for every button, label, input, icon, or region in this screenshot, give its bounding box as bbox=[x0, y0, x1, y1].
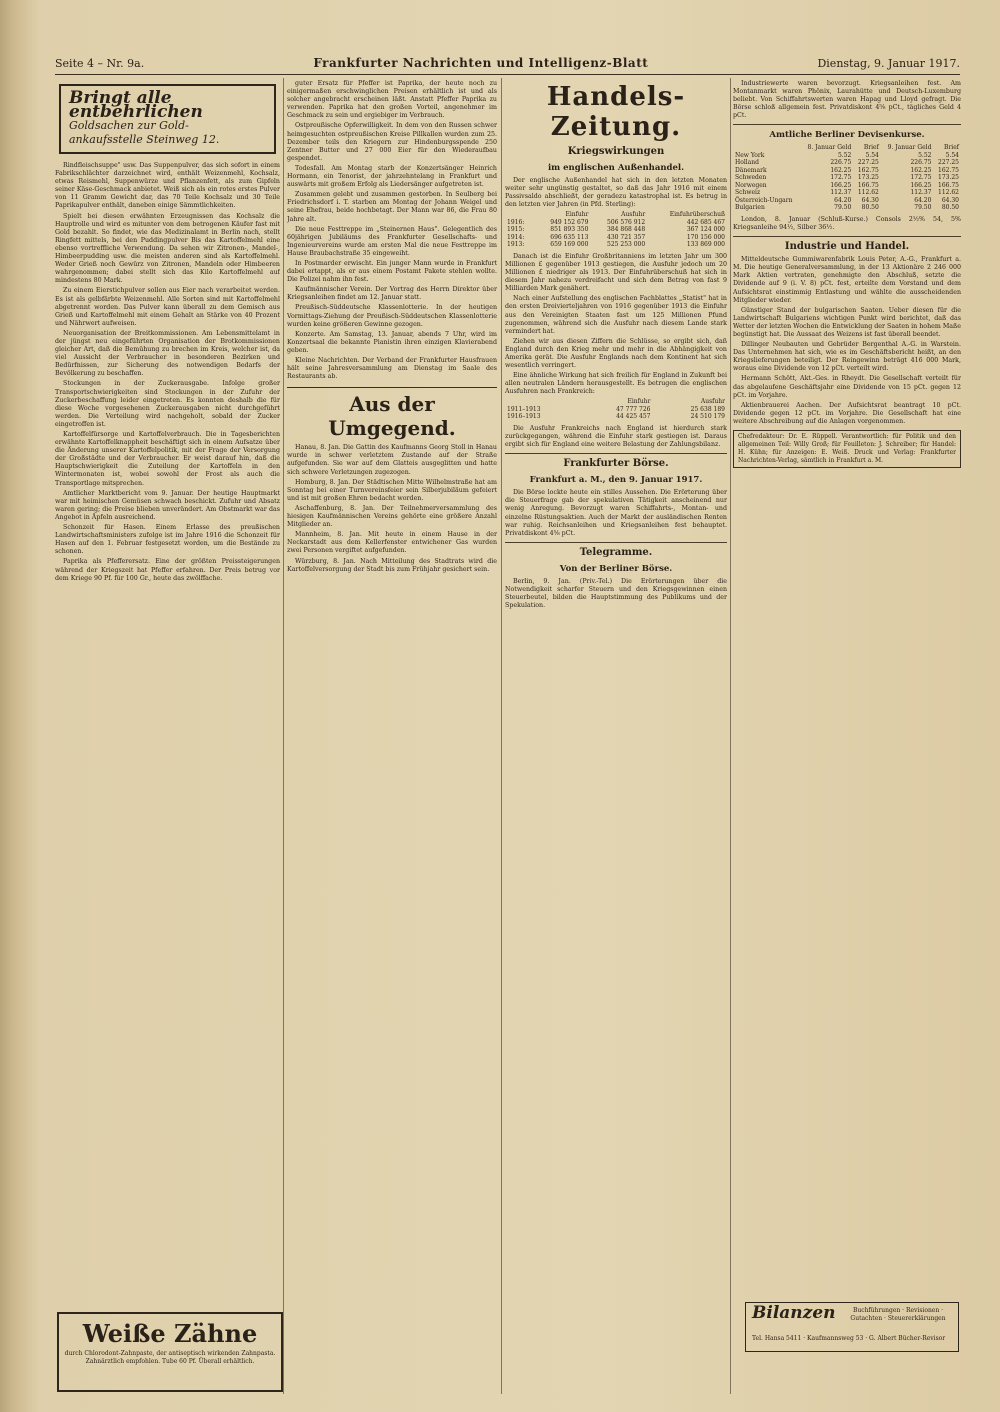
column-1 bbox=[55, 80, 280, 1394]
article-paragraph: London, 8. Januar (Schluß-Kurse.) Consols 2½% 54, 5% Kriegsanleihe 94½, Silber 36½. bbox=[733, 215, 961, 232]
table-header-cell bbox=[733, 144, 801, 152]
article-paragraph: Kaufmännischer Verein. Der Vortrag des Herrn Direktor über Kriegsanleihen findet am 12. Januar statt. bbox=[287, 286, 497, 302]
table-cell: 367 124 000 bbox=[686, 226, 725, 234]
table-header-cell: Ausfuhr bbox=[700, 398, 725, 406]
bilanzen-ad-services: Buchführungen · Revisionen · Gutachten · Steuererklärungen bbox=[850, 1307, 946, 1322]
telegramme-subheading: Von der Berliner Börse. bbox=[559, 563, 673, 574]
table-cell: 227.25 bbox=[938, 159, 959, 167]
table-cell: 79.50 bbox=[834, 204, 852, 212]
table-cell: Holland bbox=[735, 159, 759, 167]
table-cell: 5.52 bbox=[918, 151, 932, 159]
article-paragraph: Mannheim, 8. Jan. Mit heute in einem Hause in der Neckarstadt aus dem Kellerfenster entwichener Gas wurden zwei Personen vergiftet aufgefunden. bbox=[287, 531, 497, 555]
table-row bbox=[733, 167, 961, 175]
france-trade-table bbox=[505, 398, 727, 421]
table-cell: 226.75 bbox=[830, 159, 852, 167]
impressum: Chefredakteur: Dr. E. Rüppell. Verantwortlich: für Politik und den allgemeinen Teil: Willy Groß; für Feuilleton: J. Schreiber; für Handel: H. Kühn; für Anzeigen: E. Weiß. Druck und Verlag: Frankfurter Nachrichten-Verlag, sämtlich in Frankfurt a. M. bbox=[733, 430, 961, 468]
table-cell: 1916–1913 bbox=[507, 413, 541, 421]
table-header-row bbox=[505, 398, 727, 406]
header-masthead: Frankfurter Nachrichten und Intelligenz-Blatt bbox=[313, 56, 649, 70]
article-paragraph: Aschaffenburg, 8. Jan. Der Teilnehmerversammlung des hiesigen Kaufmännischen Vereins gehörte eine größere Anzahl Mitglieder an. bbox=[287, 504, 497, 529]
column-rule bbox=[283, 78, 284, 1394]
column-rule bbox=[730, 78, 731, 1394]
table-cell: 1914: bbox=[507, 233, 525, 241]
column-3 bbox=[505, 80, 727, 1394]
table-row bbox=[733, 182, 961, 190]
table-cell: 44 425 457 bbox=[616, 413, 651, 421]
teeth-ad-title: Weiße Zähne bbox=[82, 1319, 258, 1348]
article-paragraph: Der englische Außenhandel hat sich in den letzten Monaten weiter sehr ungünstig gestaltet, so daß das Jahr 1916 mit einem Passivsaldo abschließt, der geradezu katastrophal ist. Es betrug in den letzten vier Jahren (in Pfd. Sterling): bbox=[505, 177, 727, 209]
table-cell: 112.62 bbox=[857, 189, 879, 197]
table-row bbox=[733, 197, 961, 205]
table-cell: 162.25 bbox=[830, 166, 852, 174]
article-paragraph: Homburg, 8. Jan. Der Städtischen Mitte Wilhelmstraße hat am Sonntag bei einer Turnvereinsfeier sein Silberjubiläum gefeiert und ist mit großen Ehren bedacht worden. bbox=[287, 478, 497, 502]
column-rule bbox=[501, 78, 502, 1394]
table-cell: 5.52 bbox=[837, 151, 852, 159]
divider bbox=[733, 236, 961, 237]
table-cell: Norwegen bbox=[735, 181, 767, 189]
article-paragraph: Industriewerte waren bevorzugt. Kriegsanleihen fest. Am Montanmarkt waren Phönix, Laurahütte und Deutsch-Luxemburg beliebt. Von Schiffahrtswerten waren Hapag und Lloyd gefragt. Die Börse schloß allgemein fest. Privatdiskont 4⅝ pCt., tägliches Geld 4 pCt. bbox=[733, 80, 961, 120]
table-cell: 166.25 bbox=[910, 181, 932, 189]
table-cell: 79.50 bbox=[914, 204, 932, 212]
article-paragraph: Eine ähnliche Wirkung hat sich freilich für England in Zukunft bei allen neutralen Ländern herausgestellt. Es betrugen die englischen Ausfuhren nach Frankreich: bbox=[505, 372, 727, 396]
divider bbox=[733, 124, 961, 125]
trade-table bbox=[505, 211, 727, 249]
table-header-cell: Brief bbox=[863, 144, 879, 152]
table-header-cell: Einfuhr bbox=[565, 211, 589, 219]
industrie-heading: Industrie und Handel. bbox=[784, 241, 910, 253]
table-cell: 162.75 bbox=[857, 166, 879, 174]
article-paragraph: Günstiger Stand der bulgarischen Saaten. Ueber diesen für die Landwirtschaft Bulgariens wichtigen Punkt wird berichtet, daß das Wetter der letzten Wochen die Entwicklung der Saaten in hohem Maße begünstigt hat. Die Aussaat des Weizens ist fast überall beendet. bbox=[733, 306, 961, 338]
article-paragraph: guter Ersatz für Pfeffer ist Paprika, der heute noch zu einigermaßen erschwinglichen Preisen erhältlich ist und als solcher angebracht erscheinen läßt. Anstatt Pfeffer Paprika zu verwenden. Paprika hat den großen Vorteil, angenehmer im Geschmack zu sein und ergiebiger im Verbrauch. bbox=[287, 80, 497, 120]
article-paragraph: Amtlicher Marktbericht vom 9. Januar. Der heutige Hauptmarkt war mit heimischen Gemüsen schwach beschickt. Zufuhr und Absatz waren gering; die Preise blieben unverändert. Am Obstmarkt war das Angebot in Äpfeln ausreichend. bbox=[55, 489, 280, 521]
table-cell: 506 576 912 bbox=[607, 218, 646, 226]
article-paragraph: Preußisch-Süddeutsche Klassenlotterie. In der heutigen Vormittags-Ziehung der Preußisch-Süddeutschen Klassenlotterie wurden keine größeren Gewinne gezogen. bbox=[287, 304, 497, 328]
table-cell: 47 777 726 bbox=[616, 405, 651, 413]
table-row bbox=[505, 241, 727, 249]
table-cell: 162.75 bbox=[938, 166, 959, 174]
table-header-cell: Einfuhrüberschuß bbox=[669, 211, 725, 219]
teeth-ad bbox=[57, 1312, 283, 1392]
table-row bbox=[505, 234, 727, 242]
table-cell: 133 869 000 bbox=[686, 241, 725, 249]
column-4 bbox=[733, 80, 961, 1394]
bilanzen-ad bbox=[745, 1302, 959, 1352]
table-cell: 851 893 350 bbox=[550, 226, 589, 234]
teeth-ad-text: durch Chlorodont-Zahnpaste, der antiseptisch wirkenden Zahnpasta. Zahnärztlich empfohlen. Tube 60 Pf. Überall erhältlich. bbox=[64, 1350, 276, 1365]
article-paragraph: Stockungen in der Zuckerausgabe. Infolge großer Transportschwierigkeiten sind Stockungen in der Zufuhr der Zuckerbeschaffung leider eingetreten. Es konnten deshalb die für diese Woche vorgesehenen Zuckerausgaben nicht durchgeführt werden. Die Verteilung wird nachgeholt, sobald der Zucker eingetroffen ist. bbox=[55, 380, 280, 428]
table-row bbox=[505, 413, 727, 421]
umgegend-heading: Aus der Umgegend. bbox=[287, 387, 497, 440]
article-paragraph: Kartoffelfürsorge und Kartoffelverbrauch. Die in Tagesberichten erwähnte Kartoffelknappheit beschäftigt sich in einem Aufsatze über die Änderung unserer Kartoffelpolitik, mit der Frage der Versorgung der Großstädte und der Verbraucher. Er weist darauf hin, daß die Hauptschwierigkeit die Zuteilung der Kartoffeln in den Wintermonaten ist, wobei sowohl der Frost als auch die Transportlage mitsprechen. bbox=[55, 431, 280, 487]
article-paragraph: Danach ist die Einfuhr Großbritanniens im letzten Jahr um 300 Millionen £ gegenüber 1913 gestiegen, die Ausfuhr jedoch um 20 Millionen £ niedriger als 1913. Der Einfuhrüberschuß hat sich in diesem Jahr nahezu verdreifacht und sich dem Betrag von fast 9 Milliarden Mark genähert. bbox=[505, 252, 727, 293]
table-row bbox=[505, 406, 727, 414]
article-paragraph: Todesfall. Am Montag starb der Konzertsänger Heinrich Hormann, ein Tenorist, der jahrzehntelang in Frankfurt und auswärts mit großem Erfolg als Liedersänger aufgetreten ist. bbox=[287, 164, 497, 189]
table-cell: 64.20 bbox=[914, 196, 932, 204]
column-2 bbox=[287, 80, 497, 1394]
article-paragraph: Berlin, 9. Jan. (Priv.-Tel.) Die Erörterungen über die Notwendigkeit scharfer Steuern und den Kriegsgewinnen einen Steuerbeutel, bilden die Hauptstimmung des Publikums und der Spekulation. bbox=[505, 577, 727, 610]
table-cell: 173.25 bbox=[857, 174, 879, 182]
table-row bbox=[505, 226, 727, 234]
table-cell: 166.75 bbox=[938, 181, 959, 189]
table-cell: New York bbox=[735, 151, 765, 159]
article-paragraph: Die Börse lockte heute ein stilles Aussehen. Die Erörterung über die Steuerfrage gab der spekulativen Tätigkeit anscheinend nur wenig Anregung. Bevorzugt waren Schiffahrts-, Montan- und einzelne Rüstungsaktien. Auch der Markt der ausländischen Renten war ruhig. Reichsanleihen und Kriegsanleihen fest behauptet. Privatdiskont 4⅝ pCt. bbox=[505, 489, 727, 537]
gold-ad-line1: Bringt alle entbehrlichen bbox=[69, 88, 203, 122]
gold-ad-line3: ankaufsstelle Steinweg 12. bbox=[69, 133, 220, 146]
table-header-cell: Brief bbox=[944, 144, 959, 152]
article-paragraph: Würzburg, 8. Jan. Nach Mitteilung des Stadtrats wird die Kartoffelversorgung der Stadt bis zum Frühjahr gesichert sein. bbox=[287, 557, 497, 573]
article-paragraph: Neuorganisation der Breitkommissionen. Am Lebensmittelamt in der jüngst neu eingeführten Organisation der Brotkommissionen gleicher Art, daß die Bemühung zu brechen im Kreis, welcher ist, da viel Aussicht der Verbraucher in besonderen Bezirken und Bedürfnissen, zur Sicherung des notwendigen Bedarfs der Bevölkerung zu beschaffen. bbox=[55, 329, 280, 378]
article-paragraph: Aktienbrauerei Aachen. Der Aufsichtsrat beantragt 10 pCt. Dividende gegen 12 pCt. im Vorjahre. Die Gesellschaft hat eine weitere Abschreibung auf die Anlagen vorgenommen. bbox=[733, 401, 961, 425]
table-cell: 64.20 bbox=[834, 196, 852, 204]
article-paragraph: Nach einer Aufstellung des englischen Fachblattes „Statist" hat in den ersten Dreivierteljahren von 1916 gegenüber 1913 die Einfuhr aus den Vereinigten Staaten fast um 125 Millionen Pfund zugenommen, während sich die Ausfuhr nach diesem Lande stark vermindert hat. bbox=[505, 295, 727, 335]
table-cell: 162.25 bbox=[910, 166, 932, 174]
table-cell: 173.25 bbox=[938, 174, 959, 182]
table-cell: 430 721 357 bbox=[607, 233, 646, 241]
table-cell: 166.75 bbox=[857, 181, 879, 189]
section-heading: Kriegswirkungen bbox=[567, 146, 665, 157]
table-cell: 384 868 448 bbox=[607, 226, 646, 234]
table-cell: 949 152 679 bbox=[550, 218, 589, 226]
table-row bbox=[733, 204, 961, 212]
table-header-cell: Einfuhr bbox=[627, 398, 651, 406]
table-header-cell bbox=[505, 398, 578, 406]
article-paragraph: Hanau, 8. Jan. Die Gattin des Kaufmanns Georg Stoll in Hanau wurde in schwer verletztem Zustande auf der Straße aufgefunden. Sie war auf dem Glatteis ausgeglitten und hatte sich schwere Verletzungen zugezogen. bbox=[287, 444, 497, 476]
table-header-cell bbox=[505, 211, 534, 219]
table-cell: 172.75 bbox=[910, 174, 932, 182]
devisen-table bbox=[733, 144, 961, 212]
table-header-row bbox=[733, 144, 961, 152]
table-cell: 112.62 bbox=[938, 189, 959, 197]
table-row bbox=[733, 159, 961, 167]
table-cell: 24 510 179 bbox=[690, 413, 725, 421]
article-paragraph: Zusammen gelebt und zusammen gestorben. In Seulberg bei Friedrichsdorf i. T. starben am Montag der Johann Weigel und seine Ehefrau, beide hochbetagt. Der Mann war 86, die Frau 80 Jahre alt. bbox=[287, 191, 497, 223]
devisen-heading: Amtliche Berliner Devisenkurse. bbox=[769, 130, 925, 141]
table-cell: Dänemark bbox=[735, 166, 767, 174]
page-header bbox=[55, 52, 960, 75]
article-paragraph: Zu einem Eierstichpulver sollen aus Eier nach verarbeitet werden. Es ist als gelbfärbte Weizenmehl. Alle Sorten sind mit Kartoffelmehl abgetrennt worden. Das Pulver kann überall zu dem Gemisch aus Grieß und Kartoffelmehl mit einem Gehalt an Stärke von 40 Prozent und Nährwert aufweisen. bbox=[55, 287, 280, 327]
article-paragraph: Spielt bei diesen erwähnten Erzeugnissen das Kochsalz die Hauptrolle und wird es mitunter von dem betrogenen Käufer fast mit Gold bezahlt. So findet, wie das Medizinalamt in Berlin nach, stellt Ringfett mittels, bei den Puddingpulver Bis das Kartoffelmehl eine ebenso vortreffliche Verwendung. Da sehen wir Zitronen-, Mandel-, Himbeerpudding usw. die meisten anderen sind als Kartoffelmehl. Weder Grieß noch Gewürz von Zitronen, Mandeln oder Himbeeren wahrgenommen; dabei stellt sich das Kilo Kartoffelmehl auf mindestens 80 Mark. bbox=[55, 212, 280, 285]
table-cell: 172.75 bbox=[830, 174, 852, 182]
table-cell: 227.25 bbox=[857, 159, 879, 167]
table-header-cell: Ausfuhr bbox=[621, 211, 646, 219]
table-cell: 226.75 bbox=[910, 159, 932, 167]
table-cell: 525 253 000 bbox=[607, 241, 646, 249]
article-paragraph: Ostpreußische Opferwilligkeit. In dem von den Russen schwer heimgesuchten ostpreußischen Kreise Pillkallen wurden zum 25. Dezember teils den Kriegern zur Hindenburgsspende 250 Zentner Butter und 27 000 Eier für den Wiederaufbau gespendet. bbox=[287, 122, 497, 162]
article-paragraph: Rindfleischsuppe" usw. Das Suppenpulver, das sich sofort in einem Fabrikschlächter darzeichnet wird, enthält Weizenmehl, Kochsalz, etwas Reismehl, Suppenwürze und Pflanzenfett, als zum Gipfeln seiner Käse-Geschmack anbietet. Weiß sich als ein rotes erstes Pulver von 11 Gramm Gewicht dar, das 70 Teile Kochsalz und 30 Teile Paprikapulver enthält, daneben einige Sämmtlichkeiten. bbox=[55, 162, 280, 210]
table-cell: Schweiz bbox=[735, 189, 761, 197]
table-cell: 1916: bbox=[507, 218, 525, 226]
article-paragraph: Die Ausfuhr Frankreichs nach England ist hierdurch stark zurückgegangen, während die Einfuhr stark gestiegen ist. Daraus ergibt sich für England eine weitere Belastung der Zahlungsbilanz. bbox=[505, 424, 727, 449]
table-cell: 64.30 bbox=[861, 196, 879, 204]
table-cell: 170 156 000 bbox=[686, 233, 725, 241]
table-row bbox=[733, 152, 961, 160]
table-cell: 25 638 189 bbox=[690, 405, 725, 413]
article-paragraph: Hermann Schött, Akt.-Ges. in Rheydt. Die Gesellschaft verteilt für das abgelaufene Geschäftsjahr eine Dividende von 15 pCt. gegen 12 pCt. im Vorjahre. bbox=[733, 375, 961, 399]
bilanzen-ad-contact: Tel. Hansa 5411 · Kaufmannsweg 53 · G. Albert Bücher-Revisor bbox=[752, 1335, 946, 1342]
table-cell: 696 635 113 bbox=[550, 233, 589, 241]
table-cell: 1913: bbox=[507, 241, 525, 249]
table-header-row bbox=[505, 211, 727, 219]
gold-ad-line2: Goldsachen zur Gold- bbox=[69, 119, 189, 132]
boerse-heading: Frankfurter Börse. bbox=[563, 458, 669, 470]
table-cell: 5.54 bbox=[945, 151, 959, 159]
boerse-date: Frankfurt a. M., den 9. Januar 1917. bbox=[529, 475, 703, 486]
table-cell: 442 685 467 bbox=[686, 218, 725, 226]
article-paragraph: Schonzeit für Hasen. Einem Erlasse des preußischen Landwirtschaftsministers zufolge ist im Jahre 1916 die Schonzeit für Hasen auf den 1. Februar festgesetzt worden, um die Bestände zu schonen. bbox=[55, 524, 280, 556]
divider bbox=[505, 453, 727, 454]
article-paragraph: Kleine Nachrichten. Der Verband der Frankfurter Hausfrauen hält seine Jahresversammlung am Dienstag im Saale des Restaurants ab. bbox=[287, 357, 497, 381]
table-header-cell: 9. Januar Geld bbox=[887, 144, 932, 152]
table-cell: 5.54 bbox=[865, 151, 879, 159]
table-cell: Bulgarien bbox=[735, 204, 765, 212]
table-cell: 80.50 bbox=[941, 204, 959, 212]
table-cell: 112.37 bbox=[830, 189, 852, 197]
table-cell: 1911–1913 bbox=[507, 405, 541, 413]
table-row bbox=[733, 174, 961, 182]
divider bbox=[505, 542, 727, 543]
table-cell: 166.25 bbox=[830, 181, 852, 189]
article-paragraph: In Postmarder erwischt. Ein junger Mann wurde in Frankfurt dabei ertappt, als er aus einem Postamt Pakete stehlen wollte. Die Polizei nahm ihn fest. bbox=[287, 259, 497, 284]
header-date: Dienstag, 9. Januar 1917. bbox=[817, 56, 960, 70]
table-cell: Schweden bbox=[735, 174, 767, 182]
article-paragraph: Die neue Festtreppe im „Steinernen Haus". Gelegentlich des 60jährigen Jubiläums des Frankfurter Gesellschafts- und Ingenieurvereins wurde am ersten Mal die neue Festtreppe im Hause Braubachstraße 35 eingeweiht. bbox=[287, 225, 497, 257]
article-paragraph: Konzerte. Am Samstag, 13. Januar, abends 7 Uhr, wird im Konzertsaal die bekannte Pianistin ihren einzigen Klavierabend geben. bbox=[287, 330, 497, 354]
table-cell: 1915: bbox=[507, 226, 525, 234]
article-paragraph: Dillinger Neubauten und Gebrüder Bergenthal A.-G. in Warstein. Das Unternehmen hat sich, wie es im Geschäftsbericht heißt, an den Kriegslieferungen beteiligt. Der Reingewinn beträgt 416 000 Mark, woraus eine Dividende von 12 pCt. verteilt wird. bbox=[733, 341, 961, 373]
table-cell: Österreich-Ungarn bbox=[735, 196, 793, 204]
table-row bbox=[733, 189, 961, 197]
bilanzen-ad-title: Bilanzen bbox=[752, 1303, 836, 1323]
table-row bbox=[505, 219, 727, 227]
table-cell: 112.37 bbox=[910, 189, 932, 197]
section-subheading: im englischen Außenhandel. bbox=[547, 163, 685, 173]
table-cell: 64.30 bbox=[941, 196, 959, 204]
article-paragraph: Mitteldeutsche Gummiwarenfabrik Louis Peter, A.-G., Frankfurt a. M. Die heutige Generalversammlung, in der 13 Aktionäre 2 246 000 Mark Aktien vertraten, genehmigte den Abschluß, setzte die Dividende auf 9 (i. V. 8) pCt. fest, erteilte dem Vorstand und dem Aufsichtsrat einstimmig Entlastung und wählte die ausscheidenden Mitglieder wieder. bbox=[733, 256, 961, 304]
telegramme-heading: Telegramme. bbox=[579, 546, 653, 558]
article-paragraph: Paprika als Pfefferersatz. Eine der größten Preissteigerungen während der Kriegszeit hat Pfeffer erfahren. Der Preis betrug vor dem Kriege 90 Pf. für 100 Gr., heute das zwölffache. bbox=[55, 558, 280, 582]
handels-zeitung-title: Handels-Zeitung. bbox=[546, 82, 686, 142]
header-page-number: Seite 4 – Nr. 9a. bbox=[55, 56, 145, 70]
article-paragraph: Ziehen wir aus diesen Ziffern die Schlüsse, so ergibt sich, daß England durch den Krieg mehr und mehr in die Abhängigkeit von Amerika gerät. Die Ausfuhr Englands nach dem Kontinent hat sich wesentlich verringert. bbox=[505, 337, 727, 370]
gold-ad bbox=[59, 84, 276, 154]
table-cell: 80.50 bbox=[861, 204, 879, 212]
table-header-cell: 8. Januar Geld bbox=[807, 144, 852, 152]
table-cell: 659 169 000 bbox=[550, 241, 589, 249]
